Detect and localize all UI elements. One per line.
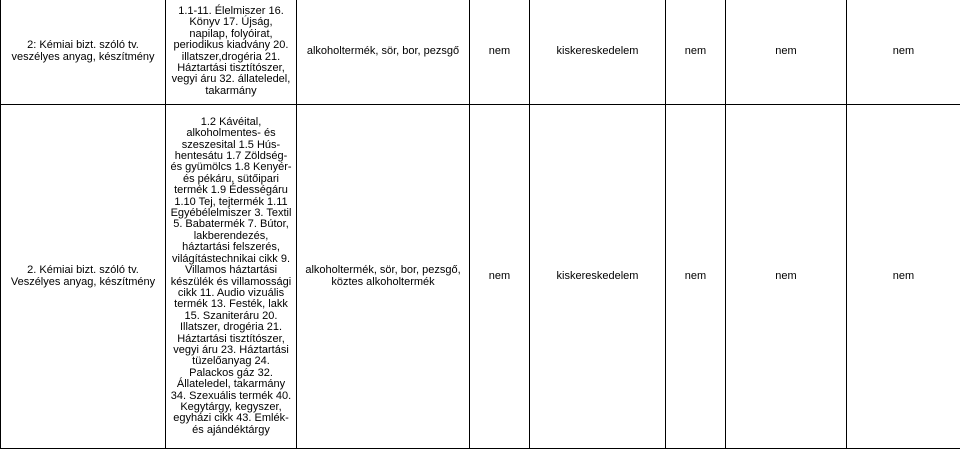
trade-type-cell: kiskereskedelem: [530, 0, 666, 105]
value-cell: nem: [726, 105, 847, 449]
products-cell: [166, 0, 297, 105]
trade-type-cell: kiskereskedelem: [530, 105, 666, 449]
products-cell: [166, 105, 297, 449]
value-cell: nem: [470, 0, 530, 105]
table-row: [1, 105, 960, 449]
alcohol-cell: alkoholtermék, sör, bor, pezsgő: [297, 0, 470, 105]
category-cell: 2. Kémiai bizt. szóló tv. Veszélyes anyag, készítmény: [1, 105, 166, 449]
products-text: 1.1-11. Élelmiszer 16. Könyv 17. Újság, napilap, folyóirat, periodikus kiadvány 20. illatszer,drogéria 21. Háztartási tisztítószer, vegyi áru 32. állateledel, takarmány: [170, 6, 292, 97]
products-text: 1.2 Kávéital, alkoholmentes- és szeszesital 1.5 Hús- hentesátu 1.7 Zöldség-és gyümölcs 1.8 Kenyér-és pékáru, sütőipari termék 1.9 Édességáru 1.10 Tej, tejtermék 1.11 Egyébélelmiszer 3. Textil 5. Babatermék 7. Bútor, lakberendezés, háztartási felszerés, világítástechnikai cikk 9. Villamos háztartási készülék és villamossági cikk 11. Audio vizuális termék 13. Festék, lakk 15. Szaniteráru 20. Illatszer, drogéria 21. Háztartási tisztítószer, vegyi áru 23. Háztartási tüzelőanyag 24. Palackos gáz 32. Állateledel, takarmány 34. Szexuális termék 40. Kegytárgy, kegyszer, egyházi cikk 43. Emlék- és ajándéktárgy: [169, 117, 293, 436]
value-cell: nem: [847, 0, 960, 105]
value-cell: nem: [666, 105, 726, 449]
value-cell: nem: [470, 105, 530, 449]
value-cell: nem: [847, 105, 960, 449]
table-row: [1, 0, 960, 105]
value-cell: nem: [666, 0, 726, 105]
category-cell: 2: Kémiai bizt. szóló tv. veszélyes anyag, készítmény: [1, 0, 166, 105]
alcohol-cell: alkoholtermék, sör, bor, pezsgő, köztes alkoholtermék: [297, 105, 470, 449]
value-cell: nem: [726, 0, 847, 105]
